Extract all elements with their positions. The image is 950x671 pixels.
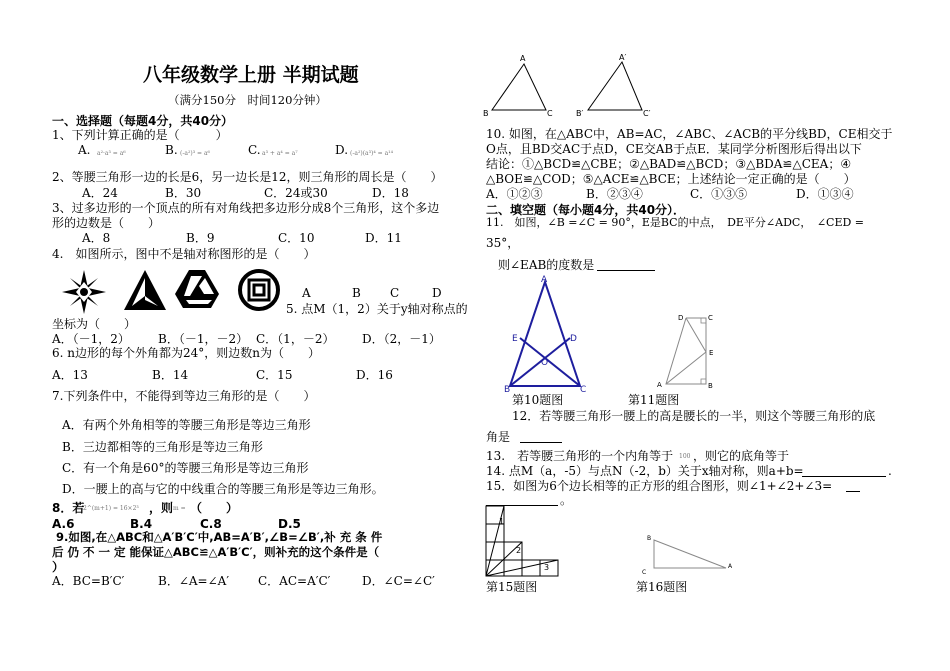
q4-figure-d-coin — [236, 268, 282, 312]
q13-text2: ，则它的底角等于 — [693, 449, 790, 463]
fig11-label-a: A — [657, 381, 662, 389]
q4-stem: 4. 如图所示，图中不是轴对称图形的是（ ） — [52, 247, 316, 261]
q4-letter-c: C — [390, 286, 400, 300]
q10-line1: 10. 如图，在△ABC中，AB=AC，∠ABC、∠ACB的平分线BD，CE相交于 — [486, 127, 893, 141]
fig10-label-b: B — [504, 385, 511, 395]
q3-stem-line1: 3、过多边形的一个顶点的所有对角线把多边形分成8个三角形，这个多边 — [52, 201, 440, 215]
q8-stem-post: ，则 — [149, 501, 174, 515]
q7-option-c: C．有一个角是60°的等腰三角形是等边三角形 — [62, 461, 309, 475]
q2-option-d: D．18 — [372, 186, 409, 200]
q4-letter-a: A — [302, 286, 311, 300]
section-heading-choice: 一、选择题（每题4分，共40分） — [52, 114, 234, 128]
q7-option-d: D．一腰上的高与它的中线重合的等腰三角形是等边三角形。 — [62, 482, 384, 496]
q8-stem-pre: 8．若 — [52, 501, 85, 515]
q6-option-a: A．13 — [52, 368, 88, 382]
fig16-caption: 第16题图 — [636, 580, 688, 594]
q8-option-d: D.5 — [278, 517, 301, 531]
q4-figure-b-triangle — [122, 268, 168, 312]
q9-line1: 9.如图,在△ABC和△A′B′C′中,AB=A′B′,∠B=∠B′,补 充 条 件 — [56, 530, 383, 544]
fig10-label-d: D — [570, 334, 577, 344]
fig10-label-e: E — [512, 334, 518, 344]
q6-option-d: D．16 — [356, 368, 393, 382]
fig15-caption: 第15题图 — [486, 580, 538, 594]
q9-option-b: B．∠A=∠A′ — [158, 574, 230, 588]
q13-value: 100 — [679, 453, 691, 460]
q3-option-d: D．11 — [365, 231, 402, 245]
fig10-label-a: A — [541, 275, 548, 285]
fig15-label-2: 2 — [516, 546, 522, 555]
fig16-label-a: A — [728, 563, 733, 570]
q10-line3: 结论：①△BCD≌△CBE；②△BAD≌△BCD；③△BDA≌△CEA；④ — [486, 157, 852, 171]
q4-figure-a-compass-star — [58, 268, 110, 316]
q15-end: 。 — [560, 493, 573, 507]
q9-triangles-figure — [480, 52, 670, 122]
q7-option-b: B．三边都相等的三角形是等边三角形 — [62, 440, 263, 454]
q1-formula-a: a²·a³ = a⁶ — [97, 150, 126, 157]
q1-formula-b: (-a²)³ = a⁶ — [180, 150, 210, 157]
q9-label-a: A — [520, 54, 526, 63]
q12-line1: 12．若等腰三角形一腰上的高是腰长的一半，则这个等腰三角形的底 — [512, 409, 876, 423]
q15-answer-blank-a[interactable] — [846, 491, 860, 492]
q13-text: 13. 若等腰三角形的一个内角等于 — [486, 449, 674, 463]
q1-stem: 1、下列计算正确的是（ ） — [52, 128, 228, 142]
q2-option-b: B．30 — [165, 186, 202, 200]
q9-line2: 后 仍 不 一 定 能保证△ABC≌△A′B′C′，则补充的这个条件是（ — [52, 545, 380, 559]
fig10-caption: 第10题图 — [512, 393, 564, 407]
fig11-label-b: B — [708, 382, 713, 390]
q2-stem: 2、等腰三角形一边的长是6，另一边长是12，则三角形的周长是（ ） — [52, 170, 443, 184]
q9-line3: ） — [52, 560, 65, 574]
q4-figure-c-drive-logo — [174, 268, 220, 312]
q8-option-c: C.8 — [200, 517, 222, 531]
q9-label-c-prime: C′ — [643, 109, 651, 118]
q3-option-a: A．8 — [82, 231, 111, 245]
q9-label-b-prime: B′ — [576, 109, 584, 118]
q8-option-a: A.6 — [52, 517, 75, 531]
q10-line4: △BOE≌△COD；⑤△ACE≌△BCE；上述结论一定正确的是（ ） — [486, 172, 856, 186]
q12-answer-blank[interactable] — [520, 442, 562, 443]
q7-option-a: A．有两个外角相等的等腰三角形是等边三角形 — [62, 418, 311, 432]
q10-option-a: A．①②③ — [486, 187, 543, 201]
q9-label-c: C — [547, 109, 553, 118]
fig11-label-c: C — [708, 314, 713, 322]
q8-option-b: B.4 — [130, 517, 153, 531]
fig11-label-d: D — [678, 314, 684, 322]
fig16-label-b: B — [647, 535, 652, 542]
q8-formula2: m = — [173, 505, 186, 512]
q14-answer-blank[interactable] — [802, 476, 886, 477]
q9-option-d: D．∠C=∠C′ — [362, 574, 435, 588]
q5-stem-line1: 5. 点M（1，2）关于y轴对称点的 — [286, 302, 468, 316]
q3-option-c: C．10 — [278, 231, 315, 245]
q10-line2: O点，且BD交AC于点D，CE交AB于点E．某同学分析图形后得出以下 — [486, 142, 862, 156]
q6-stem: 6. n边形的每个外角都为24°，则边数n为（ ） — [52, 346, 320, 360]
q11-line2: 35°， — [486, 236, 520, 250]
fig11-caption: 第11题图 — [628, 393, 680, 407]
q1-option-b: B. — [165, 143, 178, 157]
section-heading-fill: 二、填空题（每小题4分，共40分）． — [486, 203, 686, 217]
q3-option-b: B．9 — [186, 231, 215, 245]
q10-option-d: D．①③④ — [796, 187, 854, 201]
q5-option-c: C．（1，－2） — [256, 332, 335, 346]
q4-letter-d: D — [432, 286, 442, 300]
q6-option-c: C．15 — [256, 368, 293, 382]
q11-answer-blank[interactable] — [597, 270, 655, 271]
fig15-squares-grid — [484, 504, 564, 578]
q5-option-b: B．（－1，－2） — [158, 332, 249, 346]
q4-letter-b: B — [352, 286, 361, 300]
q5-option-d: D．（2，－1） — [362, 332, 441, 346]
q10-option-b: B．②③④ — [586, 187, 643, 201]
fig16-right-triangle — [640, 530, 736, 578]
q1-option-a: A. — [78, 143, 91, 157]
fig11-label-e: E — [709, 349, 714, 357]
q12-line2: 角是 — [486, 430, 511, 444]
fig10-label-o: O — [541, 358, 549, 368]
q5-stem-line2: 坐标为（ ） — [52, 317, 137, 331]
q9-label-b: B — [483, 109, 489, 118]
q9-label-a-prime: A′ — [619, 53, 627, 62]
fig15-label-3: 3 — [544, 563, 550, 572]
q8-formula: 2^(m+1) = 16×2³ — [83, 505, 139, 512]
fig10-label-c: C — [580, 385, 587, 395]
q9-option-a: A．BC=B′C′ — [52, 574, 125, 588]
q1-formula-d: (-a²)(a³)⁴ = a¹⁴ — [350, 150, 393, 157]
q1-formula-c: a³ + a⁴ = a⁷ — [262, 150, 298, 157]
q9-option-c: C．AC=A′C′ — [258, 574, 331, 588]
q2-option-a: A．24 — [82, 186, 118, 200]
fig15-label-1: 1 — [499, 517, 505, 526]
q6-option-b: B．14 — [152, 368, 189, 382]
q11-line1: 11. 如图，∠B =∠C = 90°，E是BC的中点， DE平分∠ADC， ∠CED = — [486, 216, 865, 229]
q11-line3: 则∠EAB的度数是 — [498, 258, 595, 272]
q1-option-d: D. — [335, 143, 349, 157]
q14-text: 14. 点M（a，-5）与点N（-2，b）关于x轴对称，则a+b= — [486, 464, 804, 478]
fig10-triangle — [498, 274, 594, 396]
q15-text: 15．如图为6个边长相等的正方形的组合图形，则∠1+∠2+∠3= — [486, 479, 833, 493]
fig11-quadrilateral — [652, 310, 724, 392]
q7-stem: 7.下列条件中，不能得到等边三角形的是（ ） — [52, 389, 316, 403]
fig16-label-c: C — [642, 569, 647, 576]
q8-stem-end: （ ） — [190, 501, 239, 515]
q1-option-c: C. — [248, 143, 261, 157]
q10-option-c: C．①③⑤ — [690, 187, 748, 201]
q3-stem-line2: 形的边数是（ ） — [52, 216, 161, 230]
page-title: 八年级数学上册 半期试题 — [143, 64, 359, 86]
q2-option-c: C．24或30 — [264, 186, 328, 200]
page-subtitle: （满分150分 时间120分钟） — [168, 93, 327, 107]
q5-option-a: A．（－1，2） — [52, 332, 130, 346]
q14-end: . — [888, 464, 892, 478]
